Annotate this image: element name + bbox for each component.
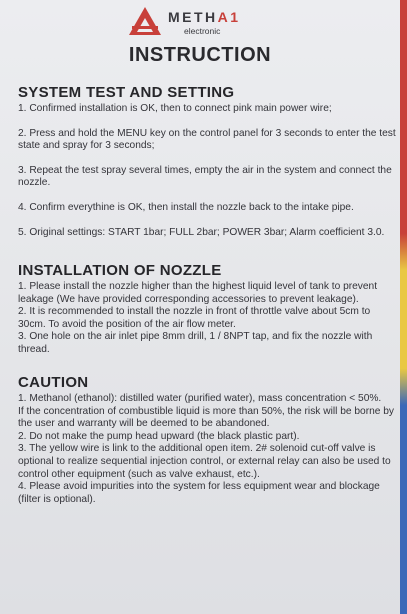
- page-title: INSTRUCTION: [128, 44, 272, 66]
- section-installation-of-nozzle: [18, 262, 400, 357]
- list-item: 4. Confirm everythine is OK, then install the nozzle back to the intake pipe.: [18, 201, 354, 213]
- list-item: 2. Do not make the pump head upward (the black plastic part).: [18, 430, 300, 442]
- list-item: 3. Repeat the test spray several times, empty the air in the system and connect the nozzle.: [18, 164, 392, 189]
- colored-page-edge: [400, 0, 407, 614]
- list-item: 3. The yellow wire is link to the additional open item. 2# solenoid cut-off valve is optional to realize sequential injection control, or external relay can also be used to control other equipment (such as valve exhaust, etc.).: [18, 443, 391, 480]
- section-caution: [18, 374, 400, 506]
- section-system-test: [18, 84, 400, 239]
- list-item: 1. Please install the nozzle higher than the highest liquid level of tank to prevent leakage (We have provided corresponding accessories to prevent leakage).: [18, 281, 378, 305]
- triangle-logo-icon: [128, 6, 162, 36]
- section-heading: CAUTION: [18, 374, 89, 391]
- list-item: 3. One hole on the air inlet pipe 8mm drill, 1 / 8NPT tap, and fix the nozzle with thread.: [18, 331, 373, 355]
- list-item: 2. Press and hold the MENU key on the control panel for 3 seconds to enter the test state and spray for 3 seconds;: [18, 127, 396, 152]
- list-item: 4. Please avoid impurities into the system for less equipment wear and blockage (filter is optional).: [18, 481, 380, 505]
- list-item: If the concentration of combustible liquid is more than 50%, the risk will be borne by the user and warranty will be deemed to be abandoned.: [18, 405, 395, 430]
- section-heading: SYSTEM TEST AND SETTING: [18, 84, 235, 101]
- list-item: 5. Original settings: START 1bar; FULL 2bar; POWER 3bar; Alarm coefficient 3.0.: [18, 226, 385, 238]
- list-item: 1. Confirmed installation is OK, then to connect pink main power wire;: [18, 103, 332, 114]
- brand-subtitle: electronic: [184, 26, 221, 36]
- section-heading: INSTALLATION OF NOZZLE: [18, 262, 222, 279]
- brand-logo: [128, 6, 288, 36]
- list-item: 2. It is recommended to install the nozzle in front of throttle valve about 5cm to 30cm. To avoid the position of the air flow meter.: [18, 306, 371, 330]
- brand-name: METHA1: [168, 9, 241, 25]
- list-item: 1. Methanol (ethanol): distilled water (purified water), mass concentration < 50%.: [18, 393, 382, 404]
